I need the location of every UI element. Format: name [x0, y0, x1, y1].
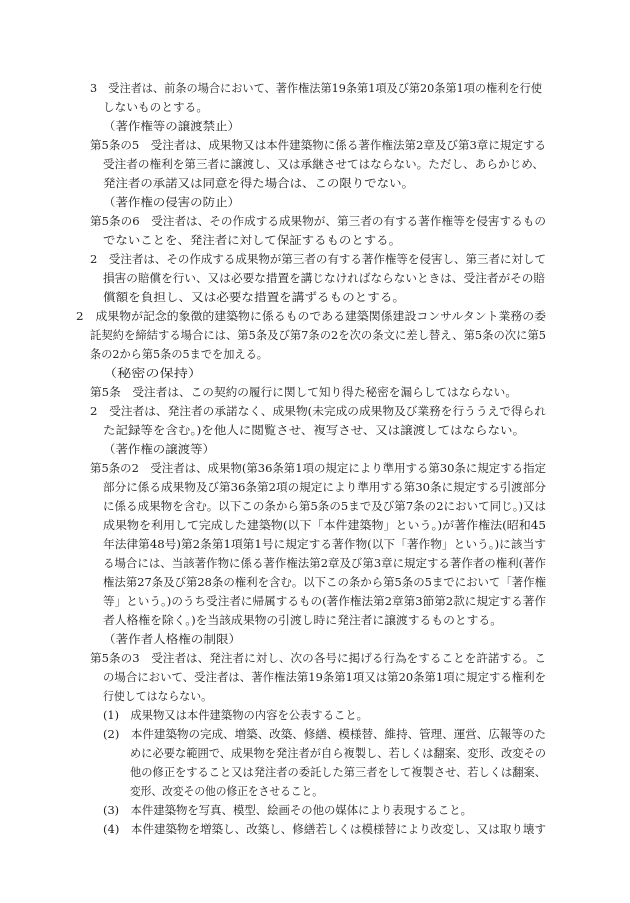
list-item: (4) 本件建築物を増築し、改築し、修繕若しくは模様替により改変し、又は取り壊す — [103, 822, 546, 836]
text-line: しないものとする。 — [103, 100, 208, 114]
text-line: 等」という。)のうち受注者に帰属するもの(著作権法第2章第3節第2款に規定する著作 — [103, 594, 546, 608]
text-line: 償額を負担し、又は必要な措置を講ずるものとする。 — [103, 290, 406, 304]
list-item: (2) 本件建築物の完成、増築、改築、修繕、模様替、維持、管理、運営、広報等のた — [103, 727, 546, 741]
text-line: 行使してはならない。 — [103, 689, 212, 703]
text-line: る場合には、当該著作物に係る著作権法第2章及び第3章に規定する著作者の権利(著作 — [103, 556, 546, 570]
text-line: 第5条の6 受注者は、その作成する成果物が、第三者の有する著作権等を侵害するもの — [90, 214, 546, 228]
section-heading: （著作者人格権の制限） — [103, 632, 241, 646]
text-line: 発注者の承諾又は同意を得た場合は、この限りでない。 — [103, 176, 414, 190]
text-line: 第5条 受注者は、この契約の履行に関して知り得た秘密を漏らしてはならない。 — [90, 385, 517, 399]
text-line: に係る成果物を含む。以下この条から第5条の5まで及び第7条の2において同じ。)又は — [103, 499, 546, 513]
section-heading: （著作権の譲渡等） — [103, 442, 215, 456]
text-line: 3 受注者は、前条の場合において、著作権法第19条第1項及び第20条第1項の権利を行使 — [90, 81, 542, 95]
section-heading: （秘密の保持） — [103, 366, 202, 380]
list-item: (1) 成果物又は本件建築物の内容を公表すること。 — [103, 708, 368, 722]
list-item: (3) 本件建築物を写真、模型、絵画その他の媒体により表現すること。 — [103, 803, 472, 817]
section-heading: （著作権等の譲渡禁止） — [103, 119, 240, 133]
text-line: でないことを、発注者に対して保証するものとする。 — [103, 233, 401, 247]
text-line: 年法律第48号)第2条第1項第1号に規定する著作物(以下「著作物」という。)に該当す — [103, 537, 546, 551]
text-line: 損害の賠償を行い、又は必要な措置を講じなければならないときは、受注者がその賠 — [103, 271, 545, 285]
text-line: 第5条の5 受注者は、成果物又は本件建築物に係る著作権法第2章及び第3章に規定する — [90, 138, 546, 152]
text-line: 部分に係る成果物及び第36条第2項の規定により準用する第30条に規定する引渡部分 — [103, 480, 546, 494]
text-line: の場合において、受注者は、著作権法第19条第1項又は第20条第1項に規定する権利を — [103, 670, 546, 684]
list-item-continuation: 変形、改変その他の修正をさせること。 — [130, 784, 323, 798]
text-line: 第5条の2 受注者は、成果物(第36条第1項の規定により準用する第30条に規定する指定 — [90, 461, 546, 475]
list-item-continuation: めに必要な範囲で、成果物を発注者が自ら複製し、若しくは翻案、変形、改変その — [130, 746, 546, 760]
list-item-continuation: 他の修正をすること又は発注者の委託した第三者をして複製させ、若しくは翻案、 — [130, 765, 546, 779]
text-line: 者人格権を除く。)を当該成果物の引渡し時に発注者に譲渡するものとする。 — [103, 613, 502, 627]
text-line: 託契約を締結する場合には、第5条及び第7条の2を次の条文に差し替え、第5条の次に第5 — [90, 328, 546, 342]
section-heading: （著作権の侵害の防止） — [103, 195, 240, 209]
text-line: 条の2から第5条の5までを加える。 — [90, 347, 268, 361]
text-line: 第5条の3 受注者は、発注者に対し、次の各号に掲げる行為をすることを許諾する。こ — [90, 651, 546, 665]
text-line: た記録等を含む。)を他人に閲覧させ、複写させ、又は譲渡してはならない。 — [103, 423, 525, 437]
text-line: 権法第27条及び第28条の権利を含む。以下この条から第5条の5までにおいて「著作権 — [103, 575, 546, 589]
text-line: 2 受注者は、その作成する成果物が第三者の有する著作権等を侵害し、第三者に対して — [90, 252, 546, 266]
text-line: 2 受注者は、発注者の承諾なく、成果物(未完成の成果物及び業務を行ううえで得られ — [90, 404, 546, 418]
text-line: 成果物を利用して完成した建築物(以下「本件建築物」という。)が著作権法(昭和45 — [103, 518, 546, 532]
text-line: 2 成果物が記念的象徴的建築物に係るものである建築関係建設コンサルタント業務の委 — [76, 309, 546, 323]
text-line: 受注者の権利を第三者に譲渡し、又は承継させてはならない。ただし、あらかじめ、 — [103, 157, 544, 171]
